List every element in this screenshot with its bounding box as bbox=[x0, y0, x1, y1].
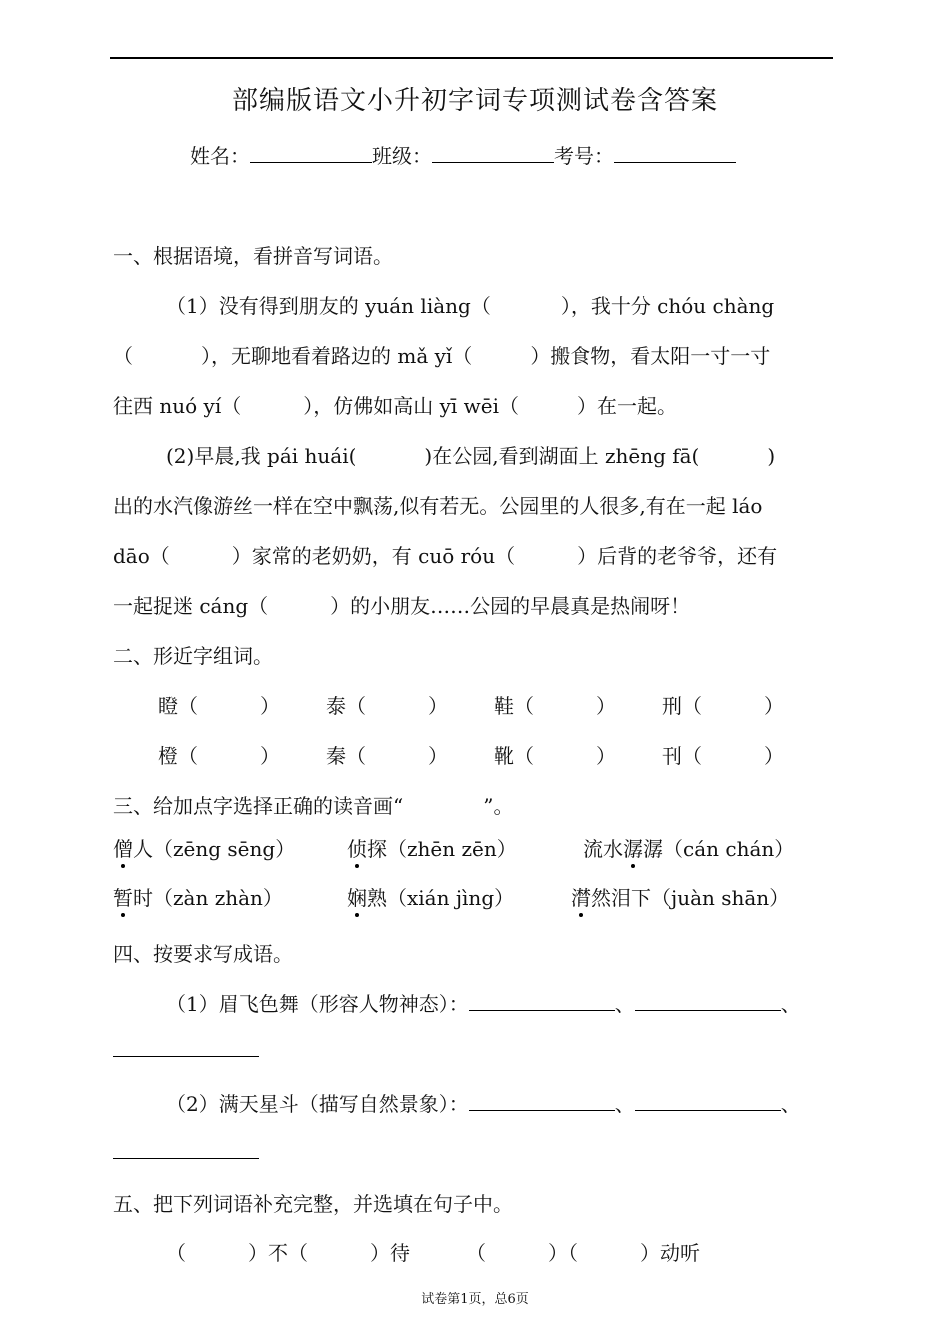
answer-blank[interactable] bbox=[635, 1092, 781, 1111]
char-item: 刊（ ） bbox=[662, 744, 784, 768]
pinyin-item[interactable] bbox=[347, 882, 571, 911]
student-info-row bbox=[190, 140, 736, 169]
text-segment: 往西 nuó yí（ bbox=[113, 394, 242, 418]
section-4-heading: 四、按要求写成语。 bbox=[113, 942, 293, 966]
s3-row-2 bbox=[113, 882, 789, 911]
s2-row-1 bbox=[158, 690, 830, 719]
text-segment: 然泪下（juàn shān） bbox=[591, 886, 790, 910]
text-segment: (2)早晨,我 pái huái( bbox=[166, 444, 357, 468]
char: 刊 bbox=[662, 744, 682, 768]
text-segment: 人（zēng sēng） bbox=[133, 837, 296, 861]
text-segment: （ bbox=[466, 1241, 486, 1265]
text-segment: ）不（ bbox=[248, 1241, 308, 1265]
char: 靴 bbox=[494, 744, 514, 768]
text-segment: ），仿佛如高山 yī wēi（ bbox=[303, 394, 519, 418]
text-segment: 一起捉迷 cáng（ bbox=[113, 594, 269, 618]
header-rule bbox=[110, 57, 833, 59]
text-segment: ）搬食物，看太阳一寸一寸 bbox=[530, 344, 771, 368]
answer-blank[interactable] bbox=[113, 1140, 259, 1159]
char: 橙 bbox=[158, 744, 178, 768]
char-item: 鞋（ ） bbox=[494, 694, 616, 718]
exam-number-label: 考号： bbox=[554, 144, 614, 168]
pinyin-item[interactable] bbox=[113, 882, 347, 911]
separator: 、 bbox=[780, 1092, 801, 1116]
char-item: 靴（ ） bbox=[494, 744, 616, 768]
text-segment: ）的小朋友……公园的早晨真是热闹呀！ bbox=[330, 594, 691, 618]
char: 泰 bbox=[326, 694, 346, 718]
char: 瞪 bbox=[158, 694, 178, 718]
pinyin-item[interactable] bbox=[583, 833, 794, 862]
text-segment: （ bbox=[113, 344, 133, 368]
s4-q2-cont bbox=[113, 1140, 259, 1164]
dotted-char: 潸 bbox=[571, 882, 591, 911]
text-segment: （ bbox=[166, 1241, 186, 1265]
separator: 、 bbox=[614, 1092, 635, 1116]
question-text: （1）眉飞色舞（形容人物神态）： bbox=[166, 992, 469, 1016]
text-segment: 熟（xián jìng） bbox=[367, 886, 515, 910]
separator: 、 bbox=[614, 992, 635, 1016]
text-segment: ），我十分 chóu chàng bbox=[560, 294, 775, 318]
text-segment: 时（zàn zhàn） bbox=[133, 886, 283, 910]
s4-q1 bbox=[166, 988, 801, 1017]
s1-p2-line3 bbox=[113, 540, 777, 569]
text-segment: ）后背的老爷爷，还有 bbox=[577, 544, 778, 568]
s1-p1-line1 bbox=[166, 290, 774, 319]
char-item: 泰（ ） bbox=[326, 694, 448, 718]
text-segment: dāo（ bbox=[113, 544, 170, 568]
char-item: 瞪（ ） bbox=[158, 694, 280, 718]
name-blank[interactable] bbox=[250, 144, 372, 163]
dotted-char: 僧 bbox=[113, 833, 133, 862]
text-segment: ）待 bbox=[370, 1241, 410, 1265]
char: 刑 bbox=[662, 694, 682, 718]
text-segment: 流水 bbox=[583, 837, 623, 861]
text-segment: ）家常的老奶奶，有 cuō róu（ bbox=[231, 544, 516, 568]
class-blank[interactable] bbox=[432, 144, 554, 163]
text-segment: ）（ bbox=[548, 1241, 578, 1265]
section-5-heading: 五、把下列词语补充完整，并选填在句子中。 bbox=[113, 1192, 513, 1216]
text-segment: )在公园,看到湖面上 zhēng fā( bbox=[424, 444, 700, 468]
pinyin-item[interactable] bbox=[113, 833, 347, 862]
s1-p1-line2 bbox=[113, 340, 770, 369]
s2-row-2 bbox=[158, 740, 830, 769]
dotted-char: 娴 bbox=[347, 882, 367, 911]
text-segment: 探（zhēn zēn） bbox=[367, 837, 517, 861]
answer-blank[interactable] bbox=[469, 1092, 615, 1111]
text-segment: ）在一起。 bbox=[576, 394, 677, 418]
text-segment: （1）没有得到朋友的 yuán liàng（ bbox=[166, 294, 491, 318]
answer-blank[interactable] bbox=[469, 992, 615, 1011]
class-label: 班级： bbox=[372, 144, 432, 168]
section-3-heading bbox=[113, 790, 513, 819]
text-segment: ）动听 bbox=[640, 1241, 700, 1265]
text-segment: ) bbox=[767, 444, 776, 468]
char-item: 秦（ ） bbox=[326, 744, 448, 768]
dotted-char: 暂 bbox=[113, 882, 133, 911]
char: 秦 bbox=[326, 744, 346, 768]
page-footer: 试卷第1页，总6页 bbox=[421, 1292, 529, 1307]
section-1-heading: 一、根据语境，看拼音写词语。 bbox=[113, 244, 393, 268]
text-segment: ），无聊地看着路边的 mǎ yǐ（ bbox=[201, 344, 473, 368]
dotted-char: 侦 bbox=[347, 833, 367, 862]
pinyin-item[interactable] bbox=[571, 882, 789, 911]
dotted-char: 潺 bbox=[623, 833, 643, 862]
s1-p2-line1 bbox=[166, 440, 775, 469]
s5-idiom-row bbox=[166, 1237, 700, 1266]
text-segment: ”。 bbox=[483, 794, 514, 818]
separator: 、 bbox=[780, 992, 801, 1016]
s1-p2-line2: 出的水汽像游丝一样在空中飘荡,似有若无。公园里的人很多,有在一起 láo bbox=[113, 494, 763, 518]
page-title: 部编版语文小升初字词专项测试卷含答案 bbox=[231, 86, 718, 116]
s1-p1-line3 bbox=[113, 390, 677, 419]
answer-blank[interactable] bbox=[113, 1038, 259, 1057]
s4-q1-cont bbox=[113, 1038, 259, 1062]
s1-p2-line4 bbox=[113, 590, 690, 619]
text-segment: 潺（cán chán） bbox=[643, 837, 795, 861]
pinyin-item[interactable] bbox=[347, 833, 583, 862]
question-text: （2）满天星斗（描写自然景象）： bbox=[166, 1092, 469, 1116]
exam-number-blank[interactable] bbox=[614, 144, 736, 163]
name-label: 姓名： bbox=[190, 144, 250, 168]
answer-blank[interactable] bbox=[635, 992, 781, 1011]
char: 鞋 bbox=[494, 694, 514, 718]
s4-q2 bbox=[166, 1088, 801, 1117]
char-item: 刑（ ） bbox=[662, 694, 784, 718]
s3-row-1 bbox=[113, 833, 794, 862]
char-item: 橙（ ） bbox=[158, 744, 280, 768]
text-segment: 三、给加点字选择正确的读音画“ bbox=[113, 794, 404, 818]
section-2-heading: 二、形近字组词。 bbox=[113, 644, 273, 668]
